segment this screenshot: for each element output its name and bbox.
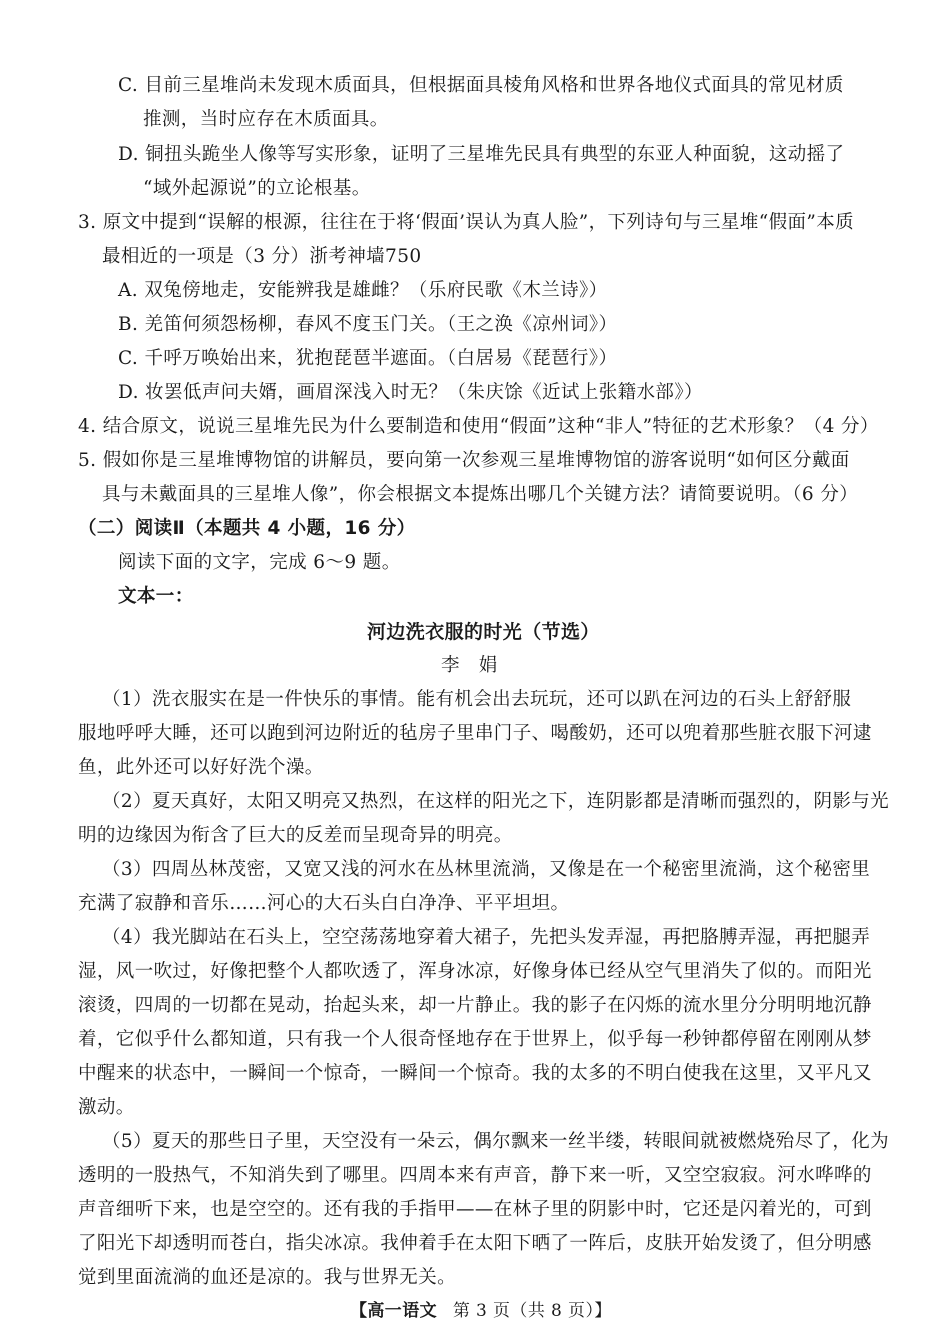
section-instruction: 阅读下面的文字，完成 6～9 题。	[118, 552, 401, 573]
q3-option-b: B. 羌笛何须怨杨柳，春风不度玉门关。（王之涣《凉州词》）	[118, 314, 618, 335]
paragraph-3-line1: （3）四周丛林茂密，又宽又浅的河水在丛林里流淌，又像是在一个秘密里流淌，这个秘密里	[102, 859, 871, 880]
paragraph-5-line3: 声音细听下来，也是空空的。还有我的手指甲——在林子里的阴影中时，它还是闪着光的，可到	[78, 1199, 872, 1220]
q2-option-d-line2: “域外起源说”的立论根基。	[143, 178, 371, 199]
paragraph-5-line5: 觉到里面流淌的血还是凉的。我与世界无关。	[78, 1267, 457, 1288]
paragraph-4-line6: 激动。	[78, 1097, 135, 1118]
paragraph-4-line1: （4）我光脚站在石头上，空空荡荡地穿着大裙子，先把头发弄湿，再把胳膊弄湿，再把腿弄	[102, 927, 871, 948]
paragraph-4-line2: 湿，风一吹过，好像把整个人都吹透了，浑身冰凉，好像身体已经从空气里消失了似的。而阳光	[78, 961, 872, 982]
q5-stem-line1: 5. 假如你是三星堆博物馆的讲解员，要向第一次参观三星堆博物馆的游客说明“如何区分戴面	[78, 450, 850, 471]
q3-stem-line1: 3. 原文中提到“误解的根源，往往在于将‘假面’误认为真人脸”，下列诗句与三星堆“假面”本质	[78, 212, 855, 233]
q2-option-c-line1: C. 目前三星堆尚未发现木质面具，但根据面具棱角风格和世界各地仪式面具的常见材质	[118, 75, 844, 96]
paragraph-1-line3: 鱼，此外还可以好好洗个澡。	[78, 757, 324, 778]
q3-option-a: A. 双兔傍地走，安能辨我是雄雌？（乐府民歌《木兰诗》）	[118, 280, 608, 301]
text-label: 文本一：	[118, 586, 194, 607]
paragraph-5-line1: （5）夏天的那些日子里，天空没有一朵云，偶尔飘来一丝半缕，转眼间就被燃烧殆尽了，化为	[102, 1131, 890, 1152]
q5-stem-line2: 具与未戴面具的三星堆人像”，你会根据文本提炼出哪几个关键方法？请简要说明。（6 分）	[102, 484, 859, 505]
paragraph-2-line1: （2）夏天真好，太阳又明亮又热烈，在这样的阳光之下，连阴影都是清晰而强烈的，阴影与光	[102, 791, 890, 812]
paragraph-4-line5: 中醒来的状态中，一瞬间一个惊奇，一瞬间一个惊奇。我的太多的不明白使我在这里，又平凡又	[78, 1063, 872, 1084]
paragraph-1-line2: 服地呼呼大睡，还可以跑到河边附近的毡房子里串门子、喝酸奶，还可以兜着那些脏衣服下河逮	[78, 723, 872, 744]
essay-author: 李 娟	[441, 655, 498, 676]
q2-option-d-line1: D. 铜扭头跪坐人像等写实形象，证明了三星堆先民具有典型的东亚人种面貌，这动摇了	[118, 144, 845, 165]
paragraph-5-line2: 透明的一股热气，不知消失到了哪里。四周本来有声音，静下来一听，又空空寂寂。河水哗哗的	[78, 1165, 872, 1186]
paragraph-1-line1: （1）洗衣服实在是一件快乐的事情。能有机会出去玩玩，还可以趴在河边的石头上舒舒服	[102, 689, 852, 710]
q3-option-c: C. 千呼万唤始出来，犹抱琵琶半遮面。（白居易《琵琶行》）	[118, 348, 618, 369]
footer-subject: 【高一语文	[350, 1301, 437, 1321]
q3-stem-line2: 最相近的一项是（3 分）浙考神墙750	[102, 246, 422, 267]
paragraph-3-line2: 充满了寂静和音乐……河心的大石头白白净净、平平坦坦。	[78, 893, 570, 914]
paragraph-2-line2: 明的边缘因为衔含了巨大的反差而呈现奇异的明亮。	[78, 825, 513, 846]
essay-title: 河边洗衣服的时光（节选）	[367, 621, 600, 643]
q4-stem: 4. 结合原文，说说三星堆先民为什么要制造和使用“假面”这种“非人”特征的艺术形象？（4 分）	[78, 416, 879, 437]
paragraph-4-line4: 着，它似乎什么都知道，只有我一个人很奇怪地存在于世界上，似乎每一秒钟都停留在刚刚从梦	[78, 1029, 872, 1050]
paragraph-4-line3: 滚烫，四周的一切都在晃动，抬起头来，却一片静止。我的影子在闪烁的流水里分分明明地沉静	[78, 995, 872, 1016]
paragraph-5-line4: 了阳光下却透明而苍白，指尖冰凉。我伸着手在太阳下晒了一阵后，皮肤开始发烫了，但分明感	[78, 1233, 872, 1254]
section-heading: （二）阅读Ⅱ（本题共 4 小题，16 分）	[78, 518, 416, 539]
q3-option-d: D. 妆罢低声问夫婿，画眉深浅入时无？（朱庆馀《近试上张籍水部》）	[118, 382, 703, 403]
footer-page-info: 第 3 页（共 8 页）】	[452, 1301, 612, 1321]
page-footer	[350, 1298, 612, 1324]
q2-option-c-line2: 推测，当时应存在木质面具。	[143, 109, 389, 130]
